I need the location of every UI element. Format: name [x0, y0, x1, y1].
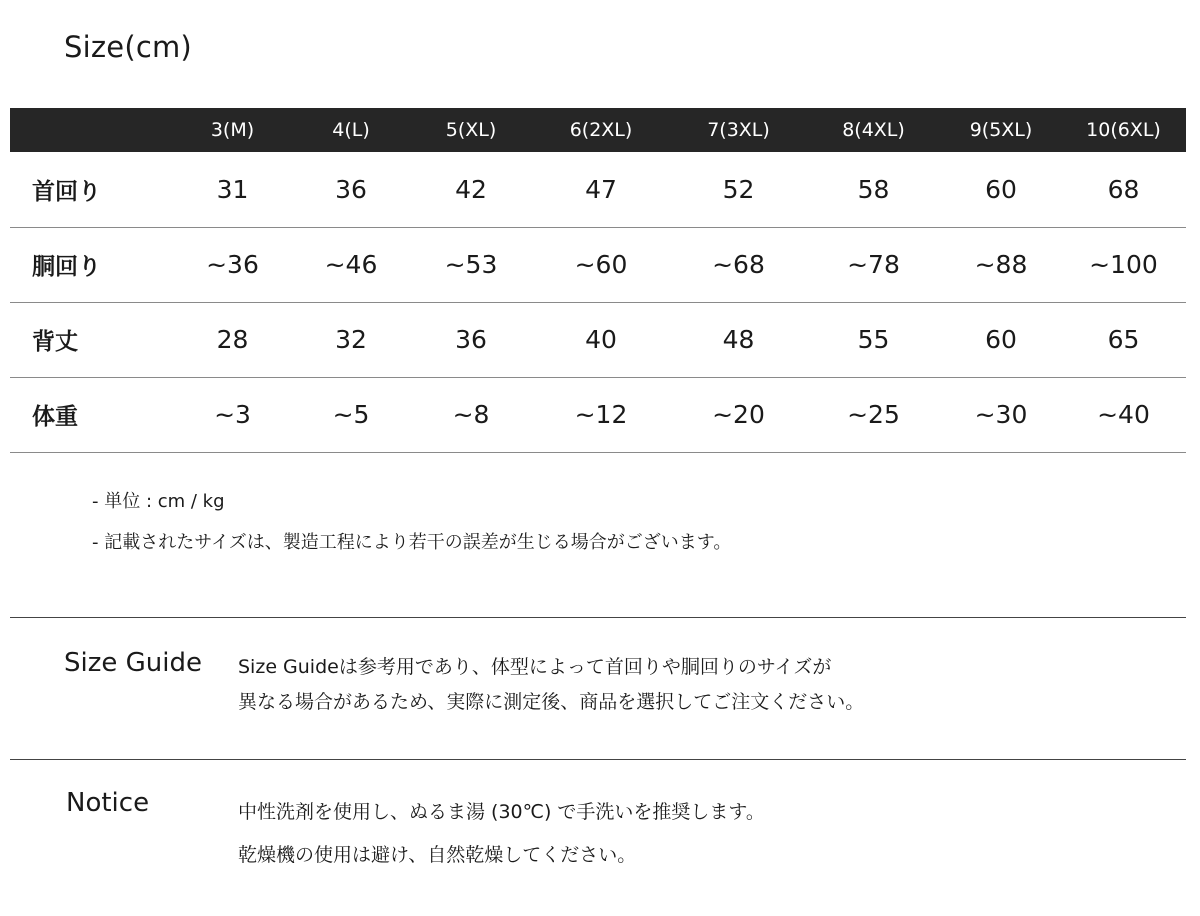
table-cell: 40: [585, 325, 617, 354]
table-cell: ~40: [1097, 400, 1150, 429]
page-title: Size(cm): [64, 30, 192, 64]
header-cell-size: 9(5XL): [969, 119, 1033, 141]
table-cell: ~3: [214, 400, 251, 429]
table-cell: 31: [216, 174, 249, 204]
table-cell: 47: [585, 174, 617, 204]
table-cell: 60: [985, 325, 1017, 354]
table-cell: ~46: [324, 250, 378, 279]
table-cell: ~53: [444, 250, 498, 279]
table-cell: 42: [455, 174, 487, 204]
table-row: [10, 377, 1186, 452]
table-cell: ~88: [974, 250, 1028, 279]
table-cell: ~12: [574, 400, 628, 429]
size-guide-line: Size Guideは参考用であり、体型によって首回りや胴回りのサイズが: [238, 656, 832, 678]
table-cell: 68: [1107, 174, 1140, 204]
table-row: [10, 227, 1186, 302]
table-cell: ~5: [332, 400, 370, 429]
notice-line: 中性洗剤を使用し、ぬるま湯 (30℃) で手洗いを推奨します。: [238, 801, 765, 823]
table-cell: 58: [857, 174, 890, 204]
divider: [10, 759, 1186, 760]
size-table: [10, 108, 1186, 453]
table-row: [10, 152, 1186, 227]
note-unit: - 単位 : cm / kg: [92, 491, 225, 512]
table-cell: 60: [985, 174, 1017, 204]
table-cell: ~60: [574, 250, 628, 279]
header-cell-size: 6(2XL): [569, 119, 633, 141]
header-cell-size: 10(6XL): [1086, 119, 1161, 141]
size-guide-label: Size Guide: [64, 648, 202, 678]
table-cell: ~8: [452, 400, 490, 429]
row-label: 背丈: [32, 329, 78, 355]
notice-line: 乾燥機の使用は避け、自然乾燥してください。: [238, 844, 637, 866]
table-row: [10, 302, 1186, 377]
notice-text: [238, 791, 765, 877]
table-header-row: [10, 108, 1186, 152]
table-cell: 32: [335, 325, 367, 354]
table-cell: 65: [1107, 325, 1140, 354]
header-cell-size: 3(M): [210, 119, 255, 141]
table-cell: ~25: [847, 400, 900, 429]
table-cell: 52: [722, 174, 755, 204]
header-cell-size: 4(L): [332, 119, 370, 141]
header-cell-empty: [10, 108, 174, 152]
table-cell: ~30: [974, 400, 1028, 429]
table-cell: 55: [857, 325, 890, 354]
table-cell: ~78: [847, 250, 900, 279]
table-cell: 36: [455, 325, 487, 354]
note-tolerance: - 記載されたサイズは、製造工程により若干の誤差が生じる場合がございます。: [92, 532, 732, 553]
table-cell: ~36: [206, 250, 259, 279]
header-cell-size: 7(3XL): [707, 119, 770, 141]
header-cell-size: 8(4XL): [842, 119, 905, 141]
table-cell: ~20: [712, 400, 765, 429]
header-cell-size: 5(XL): [445, 119, 497, 141]
row-label: 胴回り: [32, 254, 101, 280]
table-cell: 48: [722, 325, 755, 354]
row-label: 首回り: [32, 178, 101, 205]
table-cell: ~68: [712, 250, 765, 279]
table-cell: 36: [335, 174, 367, 204]
table-cell: 28: [216, 325, 249, 354]
size-guide-text: [238, 650, 864, 720]
notice-label: Notice: [66, 788, 150, 818]
divider: [10, 617, 1186, 618]
table-cell: ~100: [1089, 250, 1158, 279]
row-label: 体重: [32, 404, 78, 430]
notes: [92, 481, 731, 563]
size-guide-line: 異なる場合があるため、実際に測定後、商品を選択してご注文ください。: [238, 691, 865, 713]
